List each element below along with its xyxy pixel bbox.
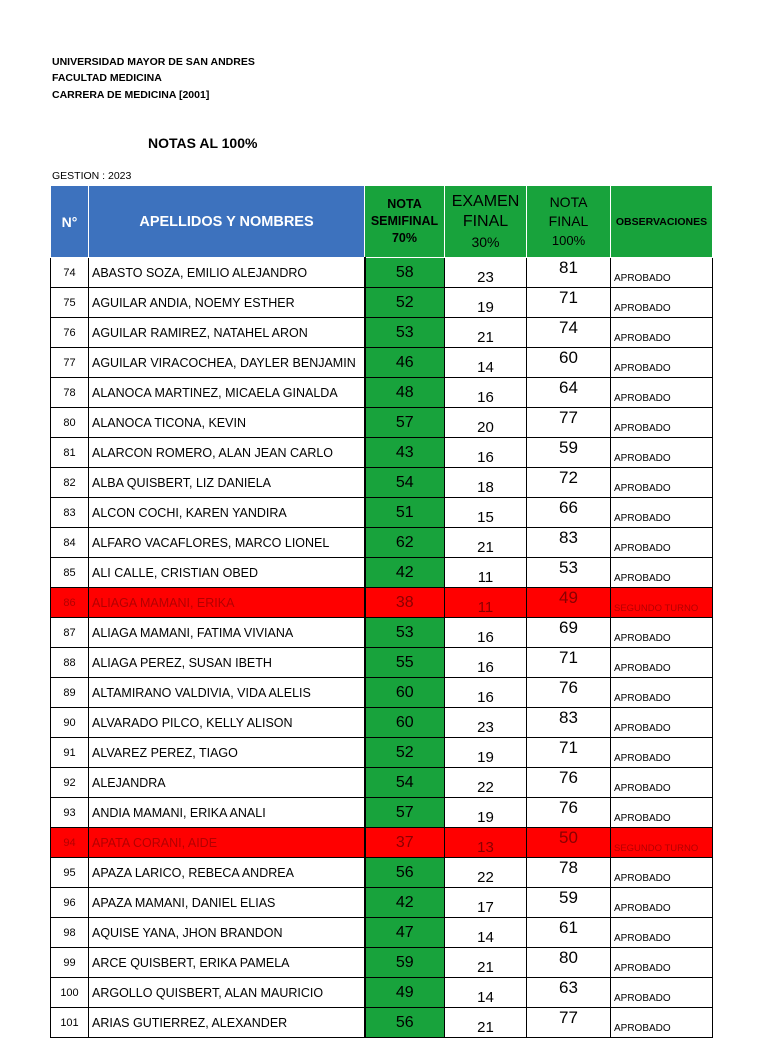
final-grade: 76	[527, 678, 611, 708]
semifinal-grade: 37	[365, 828, 445, 858]
row-number: 75	[51, 288, 89, 318]
table-row	[51, 318, 713, 348]
row-number: 93	[51, 798, 89, 828]
table-body	[51, 258, 713, 1038]
table-row	[51, 348, 713, 378]
observation: APROBADO	[611, 888, 713, 918]
final-grade: 77	[527, 1008, 611, 1038]
table-row	[51, 888, 713, 918]
row-number: 88	[51, 648, 89, 678]
observation: APROBADO	[611, 978, 713, 1008]
table-row	[51, 798, 713, 828]
semifinal-grade: 56	[365, 1008, 445, 1038]
observation: APROBADO	[611, 708, 713, 738]
observation: APROBADO	[611, 288, 713, 318]
final-grade: 76	[527, 798, 611, 828]
final-grade: 53	[527, 558, 611, 588]
observation: APROBADO	[611, 738, 713, 768]
observation: APROBADO	[611, 258, 713, 288]
row-number: 96	[51, 888, 89, 918]
student-name: ALBA QUISBERT, LIZ DANIELA	[89, 468, 365, 498]
semifinal-grade: 60	[365, 678, 445, 708]
col-header-observations: OBSERVACIONES	[611, 186, 713, 258]
exam-grade: 22	[445, 858, 527, 888]
row-number: 81	[51, 438, 89, 468]
observation: APROBADO	[611, 408, 713, 438]
semifinal-grade: 55	[365, 648, 445, 678]
table-row	[51, 708, 713, 738]
student-name: ALVAREZ PEREZ, TIAGO	[89, 738, 365, 768]
row-number: 101	[51, 1008, 89, 1038]
row-number: 78	[51, 378, 89, 408]
row-number: 83	[51, 498, 89, 528]
row-number: 84	[51, 528, 89, 558]
semifinal-grade: 56	[365, 858, 445, 888]
observation: APROBADO	[611, 618, 713, 648]
final-grade: 59	[527, 888, 611, 918]
final-grade: 64	[527, 378, 611, 408]
table-row	[51, 978, 713, 1008]
semifinal-grade: 54	[365, 468, 445, 498]
final-grade: 74	[527, 318, 611, 348]
document-title: NOTAS AL 100%	[148, 135, 258, 151]
student-name: ABASTO SOZA, EMILIO ALEJANDRO	[89, 258, 365, 288]
gestion-label: GESTION : 2023	[52, 170, 132, 182]
semifinal-grade: 60	[365, 708, 445, 738]
exam-grade: 14	[445, 978, 527, 1008]
exam-grade: 20	[445, 408, 527, 438]
final-grade: 83	[527, 528, 611, 558]
semifinal-grade: 57	[365, 798, 445, 828]
exam-grade: 15	[445, 498, 527, 528]
row-number: 87	[51, 618, 89, 648]
final-grade: 50	[527, 828, 611, 858]
row-number: 82	[51, 468, 89, 498]
table-row	[51, 408, 713, 438]
observation: APROBADO	[611, 528, 713, 558]
semifinal-grade: 48	[365, 378, 445, 408]
final-line3: 100%	[551, 233, 586, 248]
row-number: 99	[51, 948, 89, 978]
student-name: AQUISE YANA, JHON BRANDON	[89, 918, 365, 948]
semi-line1: NOTA	[387, 197, 422, 211]
col-header-semifinal	[365, 186, 445, 258]
semifinal-grade: 42	[365, 558, 445, 588]
row-number: 76	[51, 318, 89, 348]
observation: APROBADO	[611, 768, 713, 798]
university-name: UNIVERSIDAD MAYOR DE SAN ANDRES	[52, 56, 255, 68]
semifinal-grade: 53	[365, 618, 445, 648]
exam-grade: 18	[445, 468, 527, 498]
student-name: ALCON COCHI, KAREN YANDIRA	[89, 498, 365, 528]
final-grade: 76	[527, 768, 611, 798]
exam-grade: 11	[445, 588, 527, 618]
student-name: AGUILAR VIRACOCHEA, DAYLER BENJAMIN	[89, 348, 365, 378]
final-line1: NOTA	[549, 194, 588, 210]
exam-grade: 21	[445, 948, 527, 978]
exam-grade: 14	[445, 918, 527, 948]
table-row	[51, 768, 713, 798]
final-grade: 83	[527, 708, 611, 738]
exam-grade: 13	[445, 828, 527, 858]
table-row	[51, 948, 713, 978]
table-row	[51, 678, 713, 708]
student-name: ALTAMIRANO VALDIVIA, VIDA ALELIS	[89, 678, 365, 708]
table-row	[51, 588, 713, 618]
exam-grade: 19	[445, 738, 527, 768]
student-name: ALANOCA TICONA, KEVIN	[89, 408, 365, 438]
semifinal-grade: 54	[365, 768, 445, 798]
exam-grade: 16	[445, 378, 527, 408]
exam-grade: 17	[445, 888, 527, 918]
observation: APROBADO	[611, 798, 713, 828]
observation: APROBADO	[611, 318, 713, 348]
final-grade: 49	[527, 588, 611, 618]
semifinal-grade: 52	[365, 738, 445, 768]
student-name: ARGOLLO QUISBERT, ALAN MAURICIO	[89, 978, 365, 1008]
exam-grade: 16	[445, 678, 527, 708]
table-row	[51, 468, 713, 498]
table-row	[51, 918, 713, 948]
row-number: 80	[51, 408, 89, 438]
exam-grade: 16	[445, 618, 527, 648]
exam-grade: 21	[445, 528, 527, 558]
row-number: 95	[51, 858, 89, 888]
student-name: ALARCON ROMERO, ALAN JEAN CARLO	[89, 438, 365, 468]
row-number: 91	[51, 738, 89, 768]
student-name: APAZA LARICO, REBECA ANDREA	[89, 858, 365, 888]
student-name: ARCE QUISBERT, ERIKA PAMELA	[89, 948, 365, 978]
exam-grade: 22	[445, 768, 527, 798]
semifinal-grade: 59	[365, 948, 445, 978]
exam-grade: 23	[445, 258, 527, 288]
final-grade: 72	[527, 468, 611, 498]
student-name: ANDIA MAMANI, ERIKA ANALI	[89, 798, 365, 828]
final-grade: 66	[527, 498, 611, 528]
exam-grade: 16	[445, 648, 527, 678]
student-name: ALI CALLE, CRISTIAN OBED	[89, 558, 365, 588]
observation: APROBADO	[611, 348, 713, 378]
observation: APROBADO	[611, 438, 713, 468]
row-number: 94	[51, 828, 89, 858]
observation: SEGUNDO TURNO	[611, 588, 713, 618]
final-grade: 59	[527, 438, 611, 468]
student-name: ALVARADO PILCO, KELLY ALISON	[89, 708, 365, 738]
table-row	[51, 378, 713, 408]
table-row	[51, 498, 713, 528]
observation: APROBADO	[611, 378, 713, 408]
table-row	[51, 1008, 713, 1038]
student-name: ALANOCA MARTINEZ, MICAELA GINALDA	[89, 378, 365, 408]
final-grade: 80	[527, 948, 611, 978]
table-row	[51, 738, 713, 768]
student-name: APAZA MAMANI, DANIEL ELIAS	[89, 888, 365, 918]
col-header-names: APELLIDOS Y NOMBRES	[89, 186, 365, 258]
semifinal-grade: 53	[365, 318, 445, 348]
col-header-number: N°	[51, 186, 89, 258]
final-grade: 63	[527, 978, 611, 1008]
semifinal-grade: 42	[365, 888, 445, 918]
observation: APROBADO	[611, 498, 713, 528]
final-grade: 71	[527, 288, 611, 318]
student-name: APATA CORANI, AIDE	[89, 828, 365, 858]
exam-grade: 14	[445, 348, 527, 378]
row-number: 89	[51, 678, 89, 708]
student-name: ARIAS GUTIERREZ, ALEXANDER	[89, 1008, 365, 1038]
student-name: ALEJANDRA	[89, 768, 365, 798]
row-number: 92	[51, 768, 89, 798]
exam-grade: 21	[445, 318, 527, 348]
semifinal-grade: 51	[365, 498, 445, 528]
semifinal-grade: 58	[365, 258, 445, 288]
row-number: 98	[51, 918, 89, 948]
row-number: 90	[51, 708, 89, 738]
observation: APROBADO	[611, 1008, 713, 1038]
row-number: 85	[51, 558, 89, 588]
final-grade: 78	[527, 858, 611, 888]
observation: APROBADO	[611, 678, 713, 708]
semifinal-grade: 52	[365, 288, 445, 318]
observation: APROBADO	[611, 948, 713, 978]
table-row	[51, 528, 713, 558]
final-grade: 69	[527, 618, 611, 648]
table-row	[51, 558, 713, 588]
observation: APROBADO	[611, 648, 713, 678]
exam-grade: 11	[445, 558, 527, 588]
observation: APROBADO	[611, 918, 713, 948]
grades-table	[50, 185, 713, 1038]
exam-line3: 30%	[471, 233, 500, 250]
final-line2: FINAL	[548, 213, 589, 229]
final-grade: 81	[527, 258, 611, 288]
observation: APROBADO	[611, 558, 713, 588]
col-header-exam	[445, 186, 527, 258]
final-grade: 61	[527, 918, 611, 948]
observation: APROBADO	[611, 858, 713, 888]
student-name: AGUILAR ANDIA, NOEMY ESTHER	[89, 288, 365, 318]
exam-grade: 19	[445, 288, 527, 318]
final-grade: 60	[527, 348, 611, 378]
table-row	[51, 258, 713, 288]
semifinal-grade: 46	[365, 348, 445, 378]
table-row	[51, 858, 713, 888]
semi-line3: 70%	[391, 231, 418, 245]
table-row	[51, 618, 713, 648]
col-header-final	[527, 186, 611, 258]
student-name: ALIAGA MAMANI, ERIKA	[89, 588, 365, 618]
final-grade: 71	[527, 648, 611, 678]
table-row	[51, 288, 713, 318]
table-header-row	[51, 186, 713, 258]
semifinal-grade: 38	[365, 588, 445, 618]
exam-grade: 16	[445, 438, 527, 468]
table-row	[51, 648, 713, 678]
table-row	[51, 438, 713, 468]
semifinal-grade: 47	[365, 918, 445, 948]
semi-line2: SEMIFINAL	[370, 214, 439, 228]
exam-grade: 19	[445, 798, 527, 828]
student-name: ALIAGA MAMANI, FATIMA VIVIANA	[89, 618, 365, 648]
semifinal-grade: 62	[365, 528, 445, 558]
row-number: 86	[51, 588, 89, 618]
semifinal-grade: 49	[365, 978, 445, 1008]
faculty-name: FACULTAD MEDICINA	[52, 72, 162, 84]
exam-grade: 23	[445, 708, 527, 738]
semifinal-grade: 43	[365, 438, 445, 468]
exam-line1: EXAMEN	[451, 192, 520, 210]
row-number: 74	[51, 258, 89, 288]
final-grade: 77	[527, 408, 611, 438]
semifinal-grade: 57	[365, 408, 445, 438]
student-name: ALIAGA PEREZ, SUSAN IBETH	[89, 648, 365, 678]
observation: SEGUNDO TURNO	[611, 828, 713, 858]
student-name: ALFARO VACAFLORES, MARCO LIONEL	[89, 528, 365, 558]
row-number: 77	[51, 348, 89, 378]
row-number: 100	[51, 978, 89, 1008]
exam-grade: 21	[445, 1008, 527, 1038]
student-name: AGUILAR RAMIREZ, NATAHEL ARON	[89, 318, 365, 348]
final-grade: 71	[527, 738, 611, 768]
career-name: CARRERA DE MEDICINA [2001]	[52, 89, 210, 101]
observation: APROBADO	[611, 468, 713, 498]
exam-line2: FINAL	[462, 212, 509, 230]
table-row	[51, 828, 713, 858]
